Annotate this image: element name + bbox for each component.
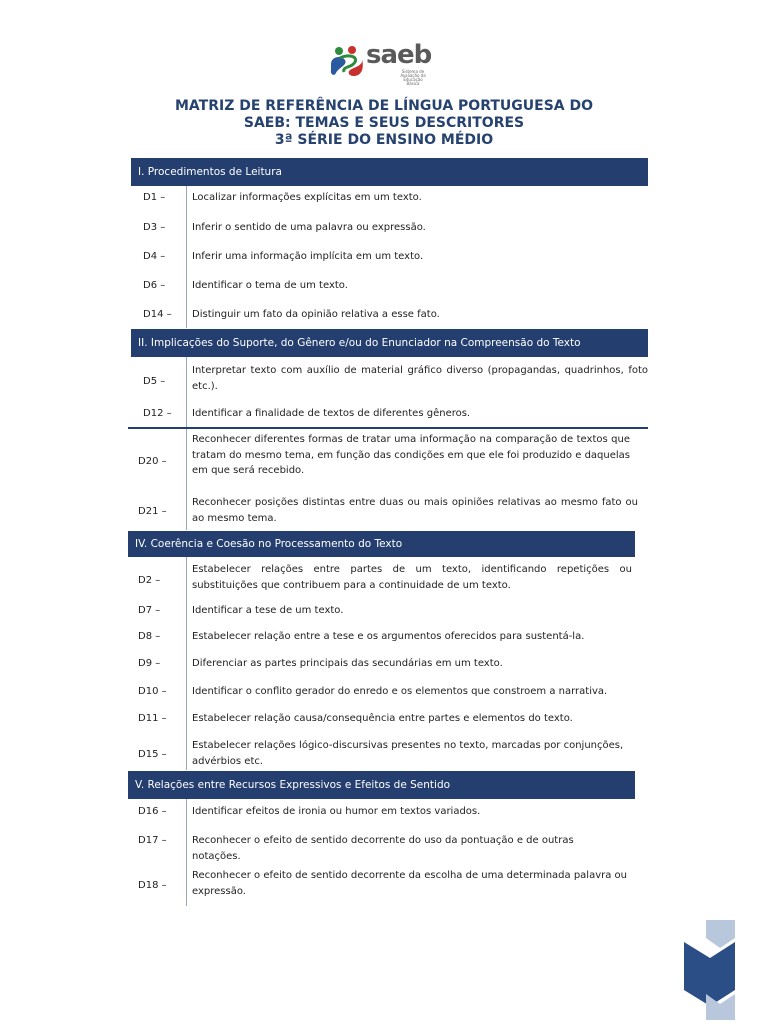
section-heading-5: V. Relações entre Recursos Expressivos e Efeitos de Sentido: [128, 771, 635, 799]
descriptor-code: D18 –: [138, 880, 167, 891]
descriptor-text: Estabelecer relação entre a tese e os argumentos oferecidos para sustentá-la.: [192, 631, 585, 642]
descriptor-text: Identificar a tese de um texto.: [192, 605, 344, 616]
saeb-logo-icon: [328, 44, 366, 78]
descriptor-code: D15 –: [138, 749, 167, 760]
descriptor-code: D3 –: [143, 222, 166, 233]
descriptor-text: Identificar o tema de um texto.: [192, 280, 348, 291]
descriptor-text: Identificar efeitos de ironia ou humor em textos variados.: [192, 806, 481, 817]
descriptor-text: Estabelecer relações lógico-discursivas presentes no texto, marcadas por conjunções, advérbios etc.: [192, 740, 624, 767]
descriptor-text: Distinguir um fato da opinião relativa a esse fato.: [192, 309, 440, 320]
descriptor-text: Identificar o conflito gerador do enredo e os elementos que constroem a narrativa.: [192, 686, 608, 697]
saeb-logo: [328, 40, 440, 86]
descriptor-text: Reconhecer posições distintas entre duas ou mais opiniões relativas ao mesmo fato ou ao mesmo tema.: [192, 497, 638, 524]
descriptor-code: D20 –: [138, 456, 167, 467]
section-heading-1: I. Procedimentos de Leitura: [131, 158, 648, 186]
descriptor-text: Estabelecer relações entre partes de um texto, identificando repetições ou substituições que contribuem para a continuidade de um texto.: [192, 564, 632, 591]
column-divider: [186, 357, 187, 530]
title-line-3: 3ª SÉRIE DO ENSINO MÉDIO: [274, 132, 494, 148]
section-heading-2: II. Implicações do Suporte, do Gênero e/ou do Enunciador na Compreensão do Texto: [131, 329, 648, 357]
descriptor-text: Reconhecer diferentes formas de tratar uma informação na comparação de textos que tratam do mesmo tema, em função das condições em que ele foi produzido e daquelas em que será recebido.: [192, 434, 630, 476]
descriptor-code: D16 –: [138, 806, 167, 817]
descriptor-text: Interpretar texto com auxílio de material gráfico diverso (propagandas, quadrinhos, foto etc.).: [192, 365, 648, 392]
descriptor-code: D5 –: [143, 376, 166, 387]
column-divider: [186, 557, 187, 770]
descriptor-code: D17 –: [138, 835, 167, 846]
descriptor-code: D1 –: [143, 192, 166, 203]
descriptor-code: D9 –: [138, 658, 161, 669]
descriptor-text: Inferir o sentido de uma palavra ou expressão.: [192, 222, 426, 233]
descriptor-code: D11 –: [138, 713, 167, 724]
column-divider: [186, 799, 187, 906]
descriptor-code: D4 –: [143, 251, 166, 262]
descriptor-code: D14 –: [143, 309, 172, 320]
descriptor-code: D21 –: [138, 506, 167, 517]
logo-wordmark: saeb: [366, 40, 432, 70]
descriptor-text: Estabelecer relação causa/consequência entre partes e elementos do texto.: [192, 713, 573, 724]
descriptor-text: Inferir uma informação implícita em um texto.: [192, 251, 424, 262]
descriptor-code: D2 –: [138, 575, 161, 586]
section-heading-4: IV. Coerência e Coesão no Processamento do Texto: [128, 531, 635, 557]
descriptor-text: Localizar informações explícitas em um texto.: [192, 192, 422, 203]
descriptor-code: D7 –: [138, 605, 161, 616]
logo-tagline: Sistema de Avaliação da Educação Básica: [400, 69, 426, 86]
page-title: [100, 98, 668, 149]
descriptor-text: Identificar a finalidade de textos de diferentes gêneros.: [192, 408, 471, 419]
descriptor-code: D6 –: [143, 280, 166, 291]
descriptor-text: Reconhecer o efeito de sentido decorrente do uso da pontuação e de outras notações.: [192, 835, 574, 862]
descriptor-code: D8 –: [138, 631, 161, 642]
descriptor-text: Diferenciar as partes principais das secundárias em um texto.: [192, 658, 503, 669]
title-line-1: MATRIZ DE REFERÊNCIA DE LÍNGUA PORTUGUESA DO: [174, 98, 594, 114]
descriptor-code: D12 –: [143, 408, 172, 419]
descriptor-code: D10 –: [138, 686, 167, 697]
title-line-2: SAEB: TEMAS E SEUS DESCRITORES: [243, 115, 525, 131]
decorative-chevron-icon: [684, 920, 736, 1020]
column-divider: [186, 186, 187, 328]
row-separator: [128, 427, 648, 429]
descriptor-text: Reconhecer o efeito de sentido decorrente da escolha de uma determinada palavra ou expressão.: [192, 870, 628, 897]
